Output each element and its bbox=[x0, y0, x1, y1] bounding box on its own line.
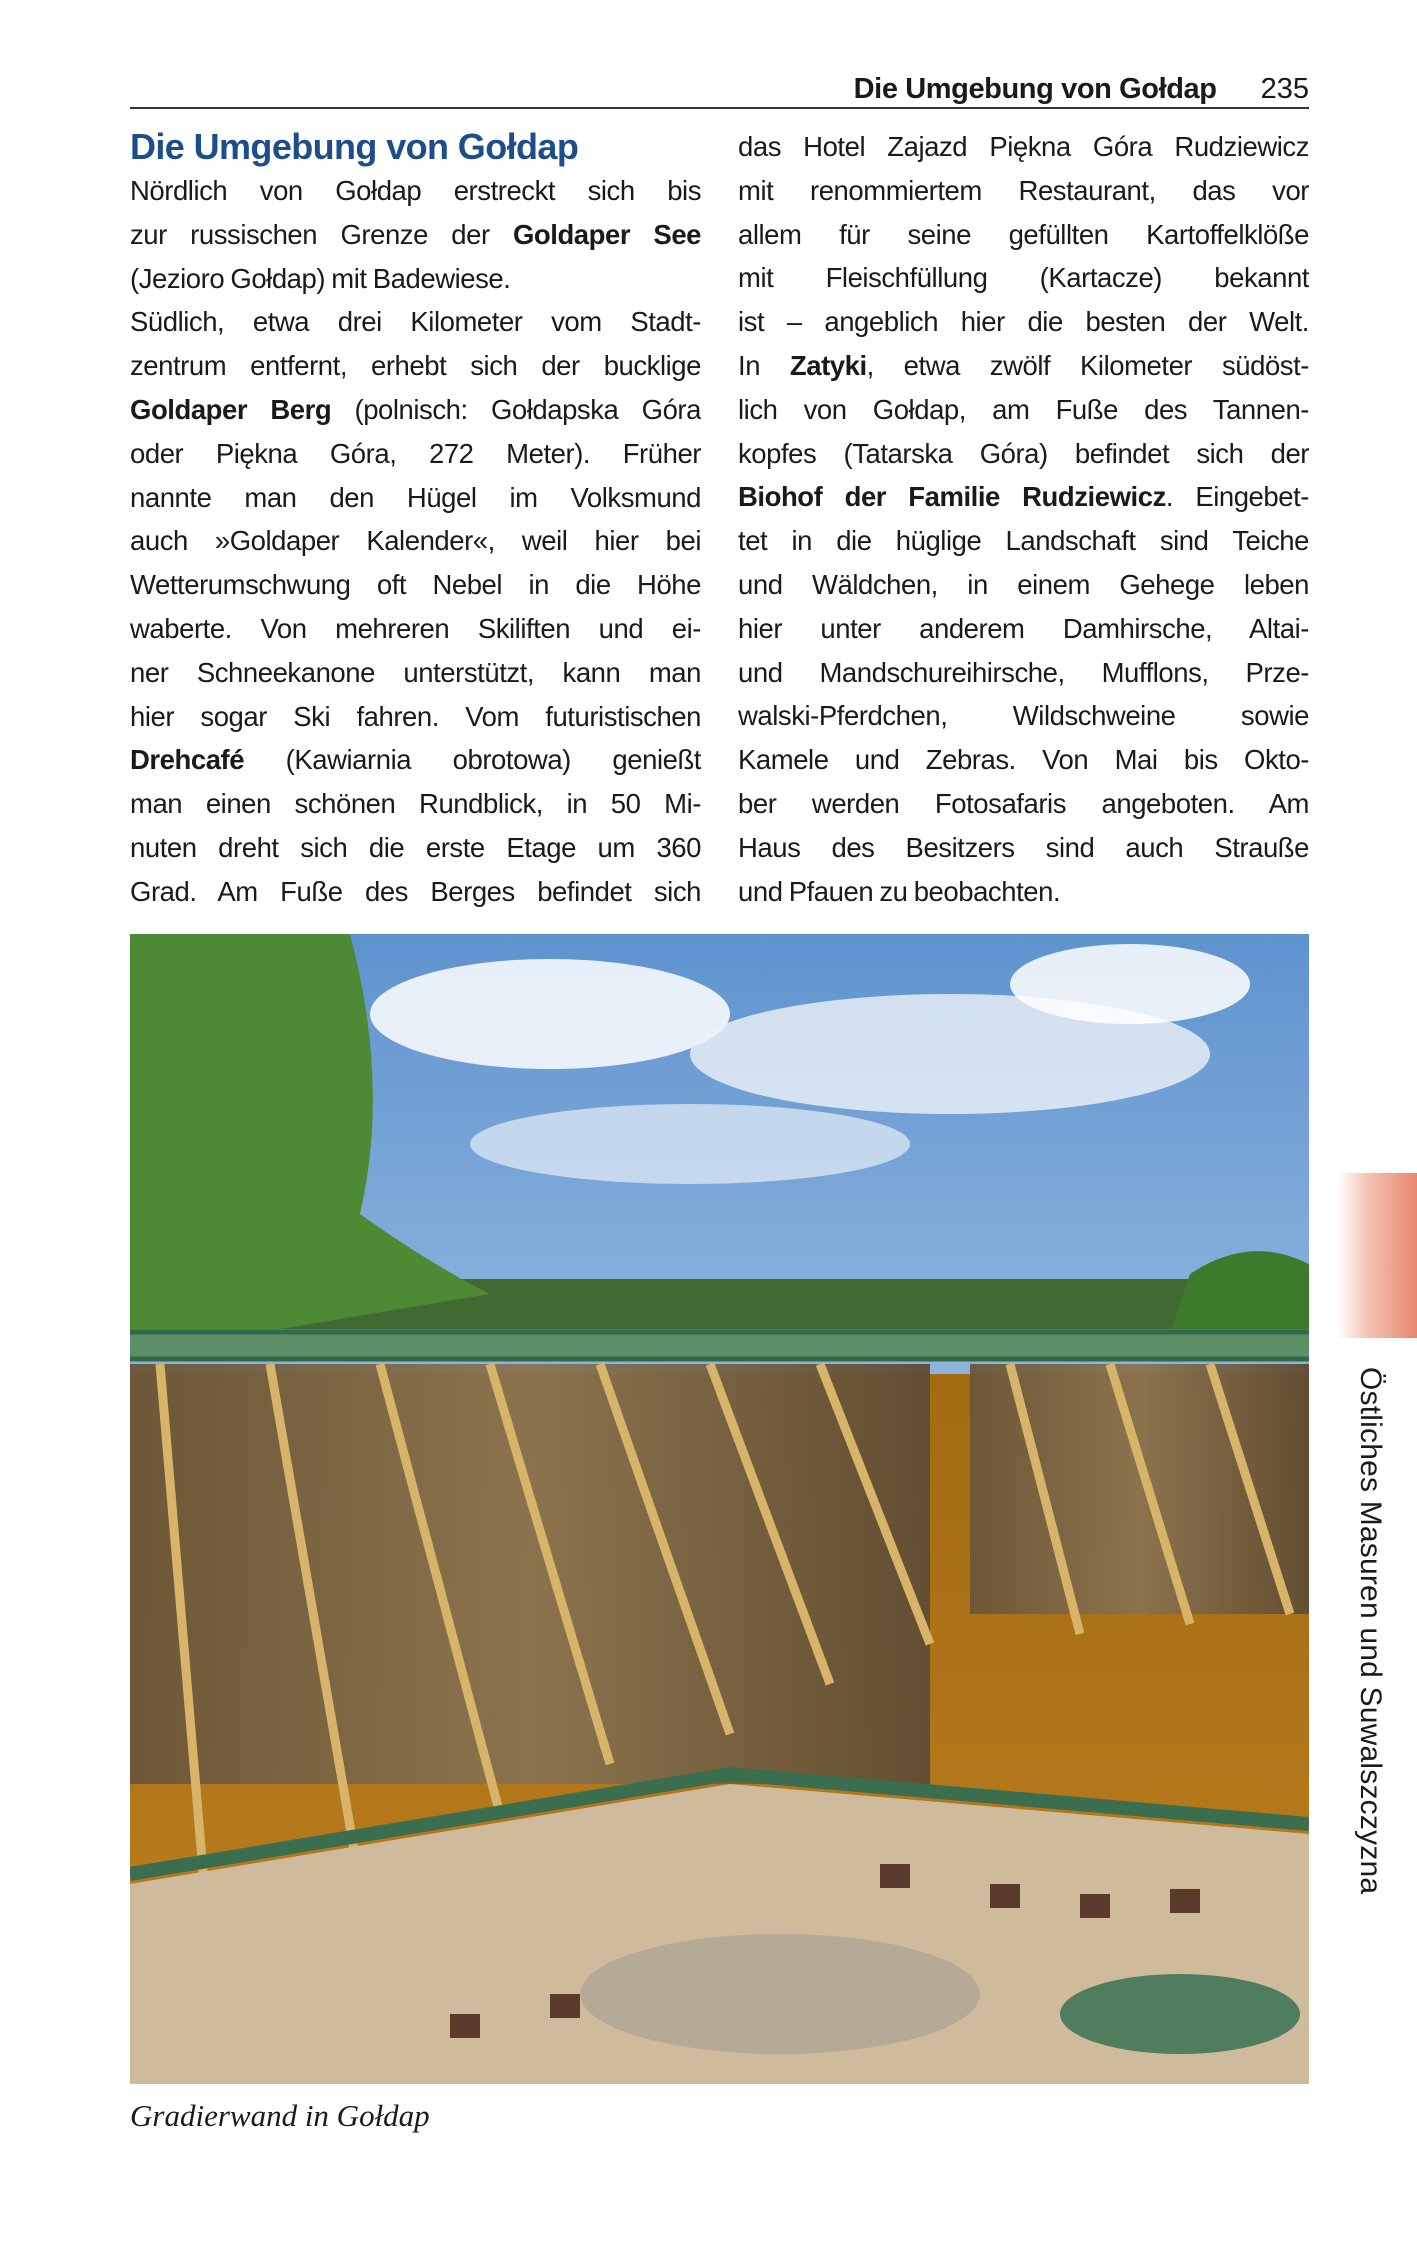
text-segment: mit Fleischfüllung (Kartacze) bekannt bbox=[738, 262, 1309, 294]
text-segment: das Hotel Zajazd Piękna Góra Rudziewicz bbox=[738, 131, 1309, 162]
text-segment: waberte. Von mehreren Skiliften und ei- bbox=[130, 612, 701, 644]
text-line bbox=[738, 651, 1309, 695]
text-line bbox=[738, 782, 1309, 826]
text-segment: walski-Pferdchen, Wildschweine sowie bbox=[738, 700, 1309, 732]
text-segment: und Mandschureihirsche, Mufflons, Prze- bbox=[738, 656, 1309, 688]
text-segment: mit renommiertem Restaurant, das vor bbox=[738, 174, 1309, 206]
text-segment: nannte man den Hügel im Volksmund bbox=[130, 481, 701, 513]
text-segment: zur russischen Grenze der bbox=[130, 218, 513, 250]
text-line bbox=[738, 300, 1309, 344]
text-segment: ber werden Fotosafaris angeboten. Am bbox=[738, 787, 1309, 819]
bold-term: Goldaper Berg bbox=[130, 393, 332, 425]
text-line bbox=[130, 607, 701, 651]
text-segment: , etwa zwölf Kilometer südöst- bbox=[866, 349, 1309, 381]
text-segment: (Kawiarnia obrotowa) genießt bbox=[244, 744, 701, 776]
text-line bbox=[130, 826, 701, 870]
text-segment: Südlich, etwa drei Kilometer vom Stadt- bbox=[130, 306, 701, 338]
text-segment: . Eingebet- bbox=[1165, 481, 1309, 513]
chapter-tab bbox=[1337, 1173, 1417, 1338]
text-segment: ist – angeblich hier die besten der Welt. bbox=[738, 306, 1309, 338]
text-line bbox=[738, 738, 1309, 782]
header-rule bbox=[130, 107, 1309, 109]
text-segment: hier sogar Ski fahren. Vom futuristischen bbox=[130, 700, 701, 732]
text-segment: nuten dreht sich die erste Etage um 360 bbox=[130, 831, 701, 863]
text-segment: allem für seine gefüllten Kartoffelklöße bbox=[738, 218, 1309, 250]
text-line bbox=[130, 782, 701, 826]
text-segment: und Wäldchen, in einem Gehege leben bbox=[738, 568, 1309, 600]
text-segment: Grad. Am Fuße des Berges befindet sich bbox=[130, 875, 701, 907]
text-segment: ner Schneekanone unterstützt, kann man bbox=[130, 656, 701, 688]
text-segment: (Jezioro Gołdap) mit Badewiese. bbox=[130, 262, 511, 294]
bold-term: Drehcafé bbox=[130, 744, 245, 776]
text-segment: Nördlich von Gołdap erstreckt sich bis bbox=[130, 175, 701, 206]
text-segment: hier unter anderem Damhirsche, Altai- bbox=[738, 612, 1309, 644]
text-line bbox=[130, 563, 701, 607]
text-line bbox=[738, 519, 1309, 563]
text-line bbox=[738, 432, 1309, 476]
bold-term: Biohof der Familie Rudziewicz bbox=[738, 481, 1166, 513]
text-segment: oder Piękna Góra, 272 Meter). Früher bbox=[130, 437, 701, 469]
text-line bbox=[738, 563, 1309, 607]
text-line bbox=[738, 607, 1309, 651]
text-segment: Haus des Besitzers sind auch Strauße bbox=[738, 831, 1309, 863]
text-line bbox=[130, 519, 701, 563]
text-line bbox=[130, 300, 701, 344]
text-segment: (polnisch: Gołdapska Góra bbox=[331, 393, 701, 425]
section-title: Die Umgebung von Gołdap bbox=[130, 126, 579, 167]
bold-term: Zatyki bbox=[789, 349, 867, 381]
text-segment: lich von Gołdap, am Fuße des Tannen- bbox=[738, 393, 1309, 425]
bold-term: Goldaper See bbox=[512, 218, 701, 250]
running-head bbox=[130, 66, 1309, 106]
text-line bbox=[738, 870, 1309, 914]
text-line bbox=[130, 870, 701, 914]
text-line bbox=[130, 388, 701, 432]
text-line bbox=[738, 475, 1309, 519]
graduation-tower-photo bbox=[130, 934, 1309, 2084]
text-segment: und Pfauen zu beobachten. bbox=[738, 875, 1061, 907]
text-segment: man einen schönen Rundblick, in 50 Mi- bbox=[130, 788, 701, 820]
right-column bbox=[738, 125, 1309, 913]
text-segment: In bbox=[738, 349, 790, 381]
text-line bbox=[130, 651, 701, 695]
photo-gradierwand bbox=[130, 934, 1309, 2084]
text-line bbox=[130, 344, 701, 388]
chapter-label: Östliches Masuren und Suwalszczyzna bbox=[1354, 1367, 1387, 1895]
text-segment: tet in die hüglige Landschaft sind Teiche bbox=[738, 525, 1309, 557]
text-line bbox=[130, 257, 701, 301]
page-number: 235 bbox=[1260, 73, 1309, 105]
text-line bbox=[130, 695, 701, 739]
text-line bbox=[130, 476, 701, 520]
text-line bbox=[738, 826, 1309, 870]
text-line bbox=[130, 169, 701, 213]
text-segment: Wetterumschwung oft Nebel in die Höhe bbox=[130, 569, 701, 601]
text-line bbox=[738, 169, 1309, 213]
text-line bbox=[738, 388, 1309, 432]
text-line bbox=[738, 125, 1309, 169]
text-line bbox=[130, 213, 701, 257]
text-line bbox=[130, 738, 701, 782]
left-column bbox=[130, 125, 701, 914]
text-line bbox=[130, 432, 701, 476]
running-title: Die Umgebung von Gołdap bbox=[853, 73, 1217, 105]
text-line bbox=[738, 344, 1309, 388]
text-segment: auch »Goldaper Kalender«, weil hier bei bbox=[130, 525, 701, 557]
text-segment: Kamele und Zebras. Von Mai bis Okto- bbox=[738, 744, 1309, 776]
text-segment: kopfes (Tatarska Góra) befindet sich der bbox=[738, 437, 1309, 469]
text-segment: zentrum entfernt, erhebt sich der bucklige bbox=[130, 350, 701, 382]
text-line bbox=[738, 213, 1309, 257]
text-line bbox=[738, 694, 1309, 738]
photo-caption: Gradierwand in Gołdap bbox=[130, 2098, 430, 2133]
text-line bbox=[738, 256, 1309, 300]
